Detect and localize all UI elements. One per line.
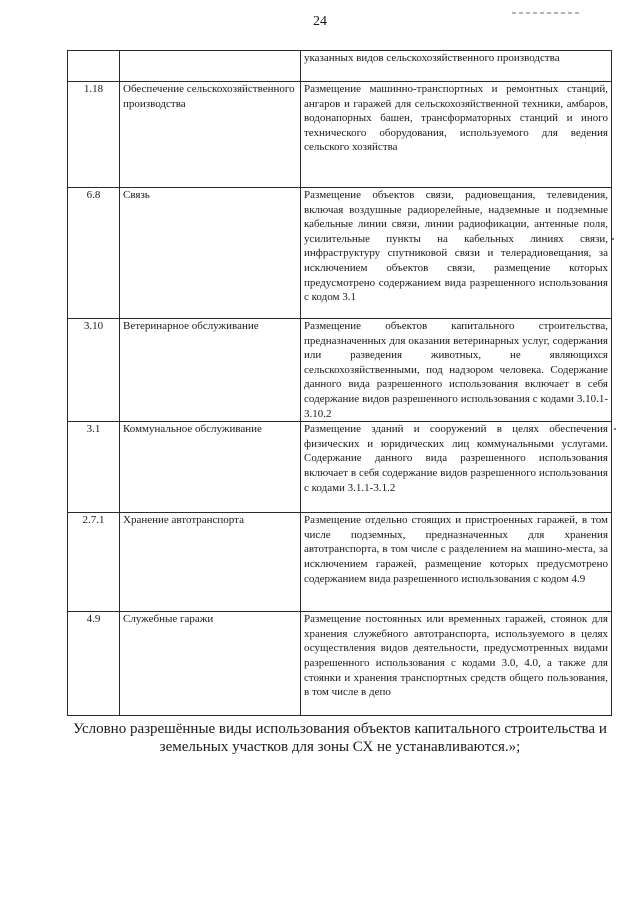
row-description: Размещение отдельно стоящих и пристроенных гаражей, в том числе подземных, предназначенных для хранения автотранспорта, в том числе с разделением на машино-места, за исключением гаражей, размещение которых предусмотрено содержанием вида разрешенного использования с кодом 4.9 — [301, 513, 612, 612]
scan-artifact-dot — [614, 428, 616, 430]
row-code: 3.1 — [68, 422, 120, 513]
scan-artifact — [512, 12, 582, 14]
page-number: 24 — [313, 14, 327, 29]
row-description: Размещение объектов связи, радиовещания, телевидения, включая воздушные радиорелейные, надземные и подземные кабельные линии связи, линии радиофикации, антенные поля, усилительные пункты на кабельных линиях связи, инфраструктуру спутниковой связи и телерадиовещания, за исключением объектов связи, размещение которых предусмотрено содержанием вида разрешенного использования с кодом 3.1 — [301, 188, 612, 319]
table-row — [68, 188, 612, 319]
table-row — [68, 513, 612, 612]
row-name: Коммунальное обслуживание — [120, 422, 301, 513]
row-name: Связь — [120, 188, 301, 319]
table-row — [68, 319, 612, 422]
row-description: Размещение объектов капитального строительства, предназначенных для оказания ветеринарных услуг, содержания или разведения животных, не являющихся сельскохозяйственными, под надзором человека. Содержание данного вида разрешенного использования включает в себя содержание видов разрешенного использования с кодами 3.10.1-3.10.2 — [301, 319, 612, 422]
row-name: Хранение автотранспорта — [120, 513, 301, 612]
row-description: Размещение машинно-транспортных и ремонтных станций, ангаров и гаражей для сельскохозяйственной техники, амбаров, водонапорных башен, трансформаторных станций и иного технического оборудования, используемого для ведения сельского хозяйства — [301, 82, 612, 188]
table-row — [68, 51, 612, 82]
row-code: 3.10 — [68, 319, 120, 422]
conditional-use-note: Условно разрешённые виды использования объектов капитального строительства и земельных участков для зоны СХ не устанавливаются.»; — [73, 721, 607, 755]
row-code: 2.7.1 — [68, 513, 120, 612]
row-name: Обеспечение сельскохозяйственного производства — [120, 82, 301, 188]
table-row — [68, 422, 612, 513]
row-name — [120, 51, 301, 82]
row-name: Ветеринарное обслуживание — [120, 319, 301, 422]
row-code: 4.9 — [68, 612, 120, 716]
row-description: указанных видов сельскохозяйственного производства — [301, 51, 612, 82]
row-name: Служебные гаражи — [120, 612, 301, 716]
table-row — [68, 82, 612, 188]
land-use-table — [67, 50, 612, 716]
row-description: Размещение постоянных или временных гаражей, стоянок для хранения служебного автотранспорта, используемого в целях осуществления видов деятельности, предусмотренных видами разрешенного использования с кодами 3.0, 4.0, а также для стоянки и хранения транспортных средств общего пользования, в том числе в депо — [301, 612, 612, 716]
row-code: 1.18 — [68, 82, 120, 188]
row-description: Размещение зданий и сооружений в целях обеспечения физических и юридических лиц коммунальными услугами. Содержание данного вида разрешенного использования включает в себя содержание видов разрешенного использования с кодами 3.1.1-3.1.2 — [301, 422, 612, 513]
table-row — [68, 612, 612, 716]
row-code — [68, 51, 120, 82]
row-code: 6.8 — [68, 188, 120, 319]
scan-artifact-dot — [612, 238, 614, 240]
